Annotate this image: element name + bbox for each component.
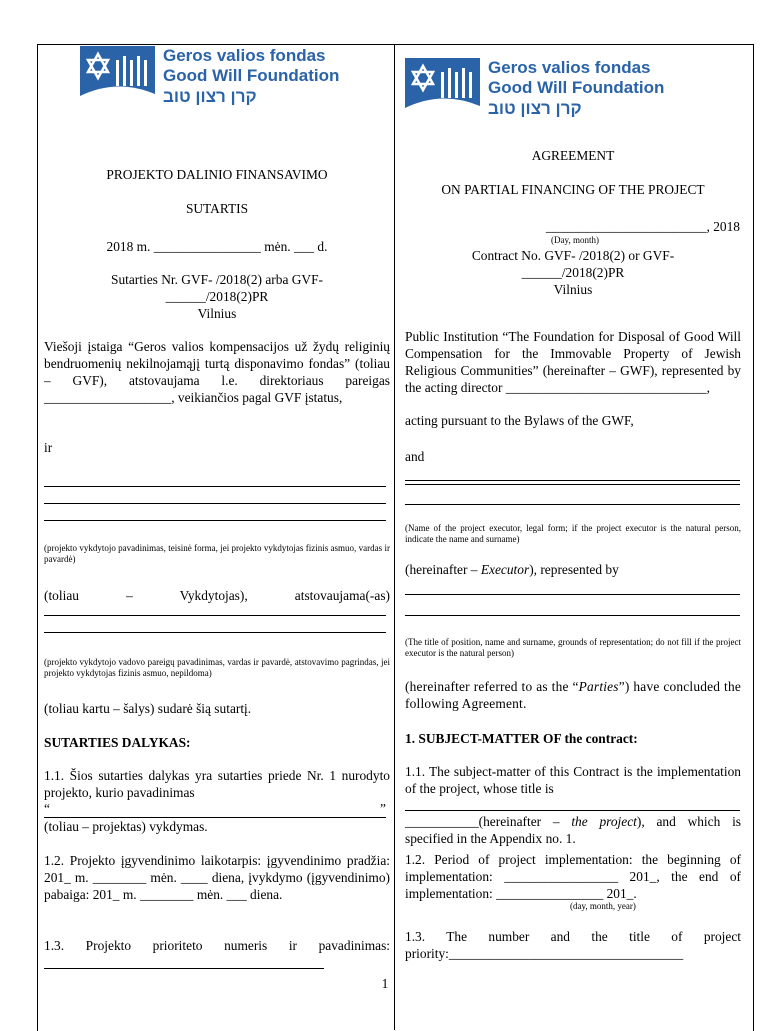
- left-p13: 1.3. Projekto prioriteto numeris ir pavadinimas:: [44, 938, 390, 953]
- right-p12: 1.2. Period of project implementation: the beginning of implementation: _________________ 201_, the end of implementation: ________________ 201_.: [405, 852, 741, 901]
- right-p11b-em: the project: [571, 814, 637, 829]
- right-executor-line: [405, 561, 741, 578]
- left-intro: Viešoji įstaiga “Geros valios kompensacijos už žydų religinių bendruomenių nekilnojamąjį turtą disponavimo fondas” (toliau – GVF), atstovaujama l.e. direktoriaus pareigas ___________________, veikiančios pagal GVF įstatus,: [44, 339, 390, 405]
- right-city: Vilnius: [553, 282, 593, 297]
- logo-line-2: Good Will Foundation: [488, 78, 665, 97]
- left-contract-no-1: Sutarties Nr. GVF- /2018(2) arba GVF-: [111, 272, 323, 287]
- logo-line-1: Geros valios fondas: [488, 58, 651, 77]
- logo-right: [405, 58, 664, 120]
- left-rep-note: (projekto vykdytojo vadovo pareigų pavadinimas, vardas ir pavardė, atstovavimo pagrindas, jei projekto vykdytojas fizinis asmuo, nepildoma): [44, 657, 390, 678]
- right-executor-line-1b: [405, 484, 740, 485]
- right-parties-em: Parties: [578, 679, 619, 694]
- left-priority-line: [44, 968, 324, 969]
- star-of-david-menorah-icon: [405, 58, 480, 118]
- right-project-title-line: [405, 810, 740, 811]
- logo-line-2: Good Will Foundation: [163, 66, 340, 85]
- left-p11a: 1.1. Šios sutarties dalykas yra sutarties priede Nr. 1 nurodyto projekto, kurio pavadinimas: [44, 768, 390, 800]
- right-executor-b: ), represented by: [529, 562, 619, 577]
- right-p12-note: (day, month, year): [570, 901, 636, 911]
- right-rep-note: (The title of position, name and surname, grounds of representation; do not fill if the project executor is the natural person): [405, 637, 741, 658]
- quote-close: ”: [380, 801, 386, 816]
- right-executor-a: (hereinafter –: [405, 562, 481, 577]
- right-contract-no-2: ______/2018(2)PR: [521, 265, 625, 280]
- right-date-note: (Day, month): [551, 235, 599, 245]
- right-subject-heading: 1. SUBJECT-MATTER OF the contract:: [405, 731, 638, 746]
- right-parties: [405, 678, 741, 712]
- right-intro: Public Institution “The Foundation for Disposal of Good Will Compensation for the Immovable Property of Jewish Religious Communities” (hereinafter – GWF), represented by the acting director ______________________________,: [405, 329, 741, 395]
- logo-text: [488, 58, 664, 120]
- right-intro-end: acting pursuant to the Bylaws of the GWF,: [405, 413, 634, 428]
- left-title-1: PROJEKTO DALINIO FINANSAVIMO: [106, 167, 328, 182]
- logo-text: [163, 46, 339, 108]
- right-title-2: ON PARTIAL FINANCING OF THE PROJECT: [441, 182, 705, 197]
- left-p12: 1.2. Projekto įgyvendinimo laikotarpis: įgyvendinimo pradžia: 201_ m. ________ mėn. ____ diena, įvykdymo (įgyvendinimo) pabaiga: 201_ m. ________ mėn. ___ diena.: [44, 853, 390, 902]
- page-number: 1: [381, 976, 389, 991]
- left-parties: (toliau kartu – šalys) sudarė šią sutartį.: [44, 701, 252, 716]
- right-title-1: AGREEMENT: [531, 148, 615, 163]
- left-title-2: SUTARTIS: [185, 201, 249, 216]
- left-executor-line-2: [44, 503, 386, 504]
- right-executor-line-1: [405, 480, 740, 481]
- left-date-line: 2018 m. ________________ mėn. ___ d.: [106, 239, 328, 254]
- logo-line-3: קרן רצון טוב: [488, 99, 582, 118]
- left-rep-line-1: [44, 615, 386, 616]
- right-executor-note: (Name of the project executor, legal form; if the project executor is the natural person, indicate the name and surname): [405, 523, 741, 544]
- right-p11b-b: ), and which is specified in the Appendix no. 1.: [405, 814, 741, 846]
- right-rep-line-1: [405, 594, 740, 595]
- right-date-line: ________________________, 2018: [545, 219, 740, 234]
- left-ir: ir: [44, 440, 53, 455]
- logo-line-1: Geros valios fondas: [163, 46, 326, 65]
- left-executor-line: (toliau – Vykdytojas), atstovaujama(-as): [44, 588, 390, 603]
- left-city: Vilnius: [197, 306, 237, 321]
- right-p13: 1.3. The number and the title of project priority:___________________________________: [405, 929, 741, 961]
- right-parties-a: (hereinafter referred to as the “: [405, 679, 579, 694]
- right-and: and: [405, 449, 425, 464]
- right-executor-em: Executor: [480, 562, 530, 577]
- left-rep-line-2: [44, 632, 386, 633]
- column-divider: [394, 44, 395, 1030]
- left-subject-heading: SUTARTIES DALYKAS:: [44, 735, 191, 750]
- left-p11b: (toliau – projektas) vykdymas.: [44, 819, 208, 834]
- right-rep-line-2: [405, 615, 740, 616]
- right-p11b: [405, 813, 741, 847]
- right-contract-no-1: Contract No. GVF- /2018(2) or GVF-: [471, 248, 675, 263]
- star-of-david-menorah-icon: [80, 46, 155, 106]
- right-parties-b: ”) have concluded the following Agreement.: [405, 679, 742, 711]
- left-executor-line-3: [44, 520, 386, 521]
- logo-left: [80, 46, 339, 108]
- left-executor-line-1: [44, 486, 386, 487]
- quote-open: “: [44, 801, 50, 816]
- right-executor-line-2: [405, 504, 740, 505]
- left-contract-no-2: ______/2018(2)PR: [165, 289, 269, 304]
- left-project-title-line: [44, 800, 386, 818]
- left-executor-note: (projekto vykdytojo pavadinimas, teisinė forma, jei projekto vykdytojas fizinis asmuo, vardas ir pavardė): [44, 543, 390, 564]
- right-p11a: 1.1. The subject-matter of this Contract is the implementation of the project, whose title is: [405, 764, 741, 796]
- right-p11b-a: ___________(hereinafter –: [405, 814, 572, 829]
- logo-line-3: קרן רצון טוב: [163, 87, 257, 106]
